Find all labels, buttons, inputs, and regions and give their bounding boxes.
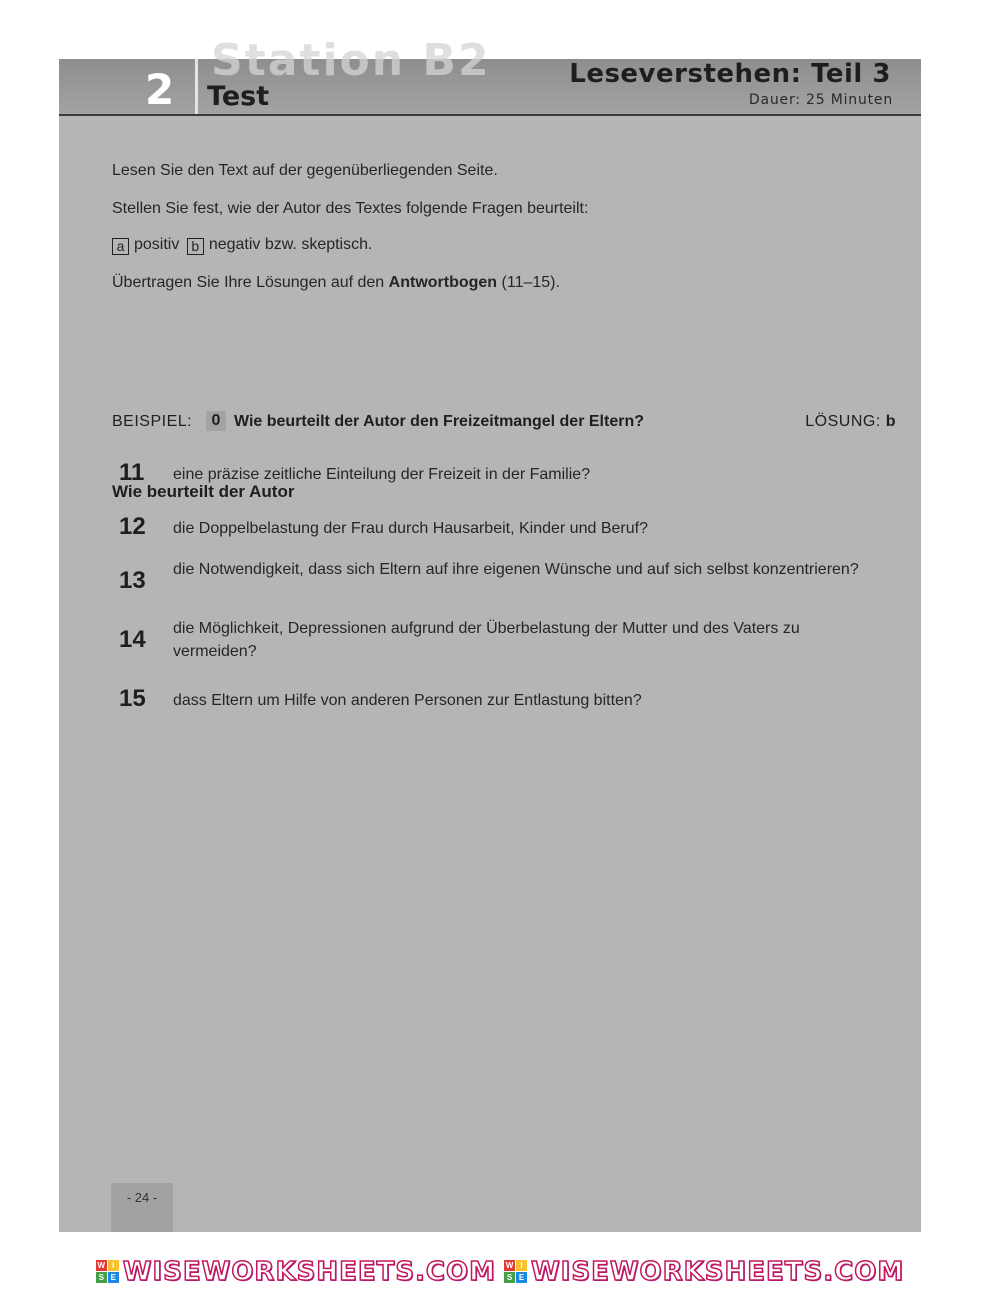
question-number: 14 xyxy=(119,626,146,653)
instruction-line-4 xyxy=(112,274,560,292)
example-row xyxy=(112,411,896,435)
logo-square: W xyxy=(97,1261,106,1270)
logo-square: W xyxy=(505,1261,514,1270)
question-text: die Möglichkeit, Depressionen aufgrund der Überbelastung der Mutter und des Vaters zu vermeiden? xyxy=(173,620,800,660)
instruction-line-2: Stellen Sie fest, wie der Autor des Textes folgende Fragen beurteilt: xyxy=(112,200,589,217)
answer-sheet-label: Antwortbogen xyxy=(388,274,498,291)
logo-block xyxy=(96,1257,496,1287)
logo-square: S xyxy=(96,1272,107,1283)
unit-number: 2 xyxy=(145,65,175,114)
option-a-box: a xyxy=(112,238,129,255)
solution-value: b xyxy=(885,413,896,430)
duration-label: Dauer: 25 Minuten xyxy=(748,92,893,108)
option-a-label: positiv xyxy=(134,236,180,253)
example-label: BEISPIEL: xyxy=(112,413,193,430)
questions-heading: Wie beurteilt der Autor xyxy=(112,482,295,501)
unit-divider xyxy=(195,59,198,114)
example-solution xyxy=(805,413,896,431)
footer-watermark xyxy=(0,1252,1000,1291)
instruction-line-1: Lesen Sie den Text auf der gegenüberliegenden Seite. xyxy=(112,162,498,179)
worksheet-page xyxy=(59,35,921,1232)
instruction-options xyxy=(112,236,372,255)
option-b-label: negativ bzw. skeptisch. xyxy=(208,236,373,253)
question-number: 11 xyxy=(119,459,145,486)
example-question: Wie beurteilt der Autor den Freizeitmangel der Eltern? xyxy=(234,413,644,430)
logo-square: I xyxy=(108,1260,119,1271)
logo-text: WISEWORKSHEETS.COM xyxy=(122,1256,496,1287)
section-title: Leseverstehen: Teil 3 xyxy=(569,59,891,89)
logo-text: WISEWORKSHEETS.COM xyxy=(531,1256,905,1287)
unit-label: Test xyxy=(207,81,270,112)
option-b-box: b xyxy=(187,238,204,255)
page-header xyxy=(59,35,921,116)
header-ghost-title: Station B2 xyxy=(211,35,491,86)
example-number: 0 xyxy=(206,411,226,431)
logo-square: S xyxy=(504,1272,515,1283)
instruction-line-4-prefix: Übertragen Sie Ihre Lösungen auf den xyxy=(112,274,385,291)
page-number: - 24 - xyxy=(111,1183,173,1232)
instruction-line-4-suffix: (11–15). xyxy=(501,274,560,291)
logo-block xyxy=(504,1257,904,1287)
logo-square: E xyxy=(516,1272,527,1283)
logo-square: E xyxy=(108,1272,119,1283)
logo-square: I xyxy=(516,1260,527,1271)
question-number: 12 xyxy=(119,513,146,540)
question-number: 13 xyxy=(119,567,146,594)
logo-icon xyxy=(504,1260,527,1283)
solution-label: LÖSUNG: xyxy=(805,413,881,430)
question-text: die Doppelbelastung der Frau durch Hausarbeit, Kinder und Beruf? xyxy=(173,520,648,537)
question-number: 15 xyxy=(119,685,146,712)
logo-icon xyxy=(96,1260,119,1283)
question-text: dass Eltern um Hilfe von anderen Personen zur Entlastung bitten? xyxy=(173,692,642,709)
question-text: eine präzise zeitliche Einteilung der Freizeit in der Familie? xyxy=(173,466,591,483)
question-text: die Notwendigkeit, dass sich Eltern auf ihre eigenen Wünsche und auf sich selbst konzentrieren? xyxy=(173,561,859,578)
